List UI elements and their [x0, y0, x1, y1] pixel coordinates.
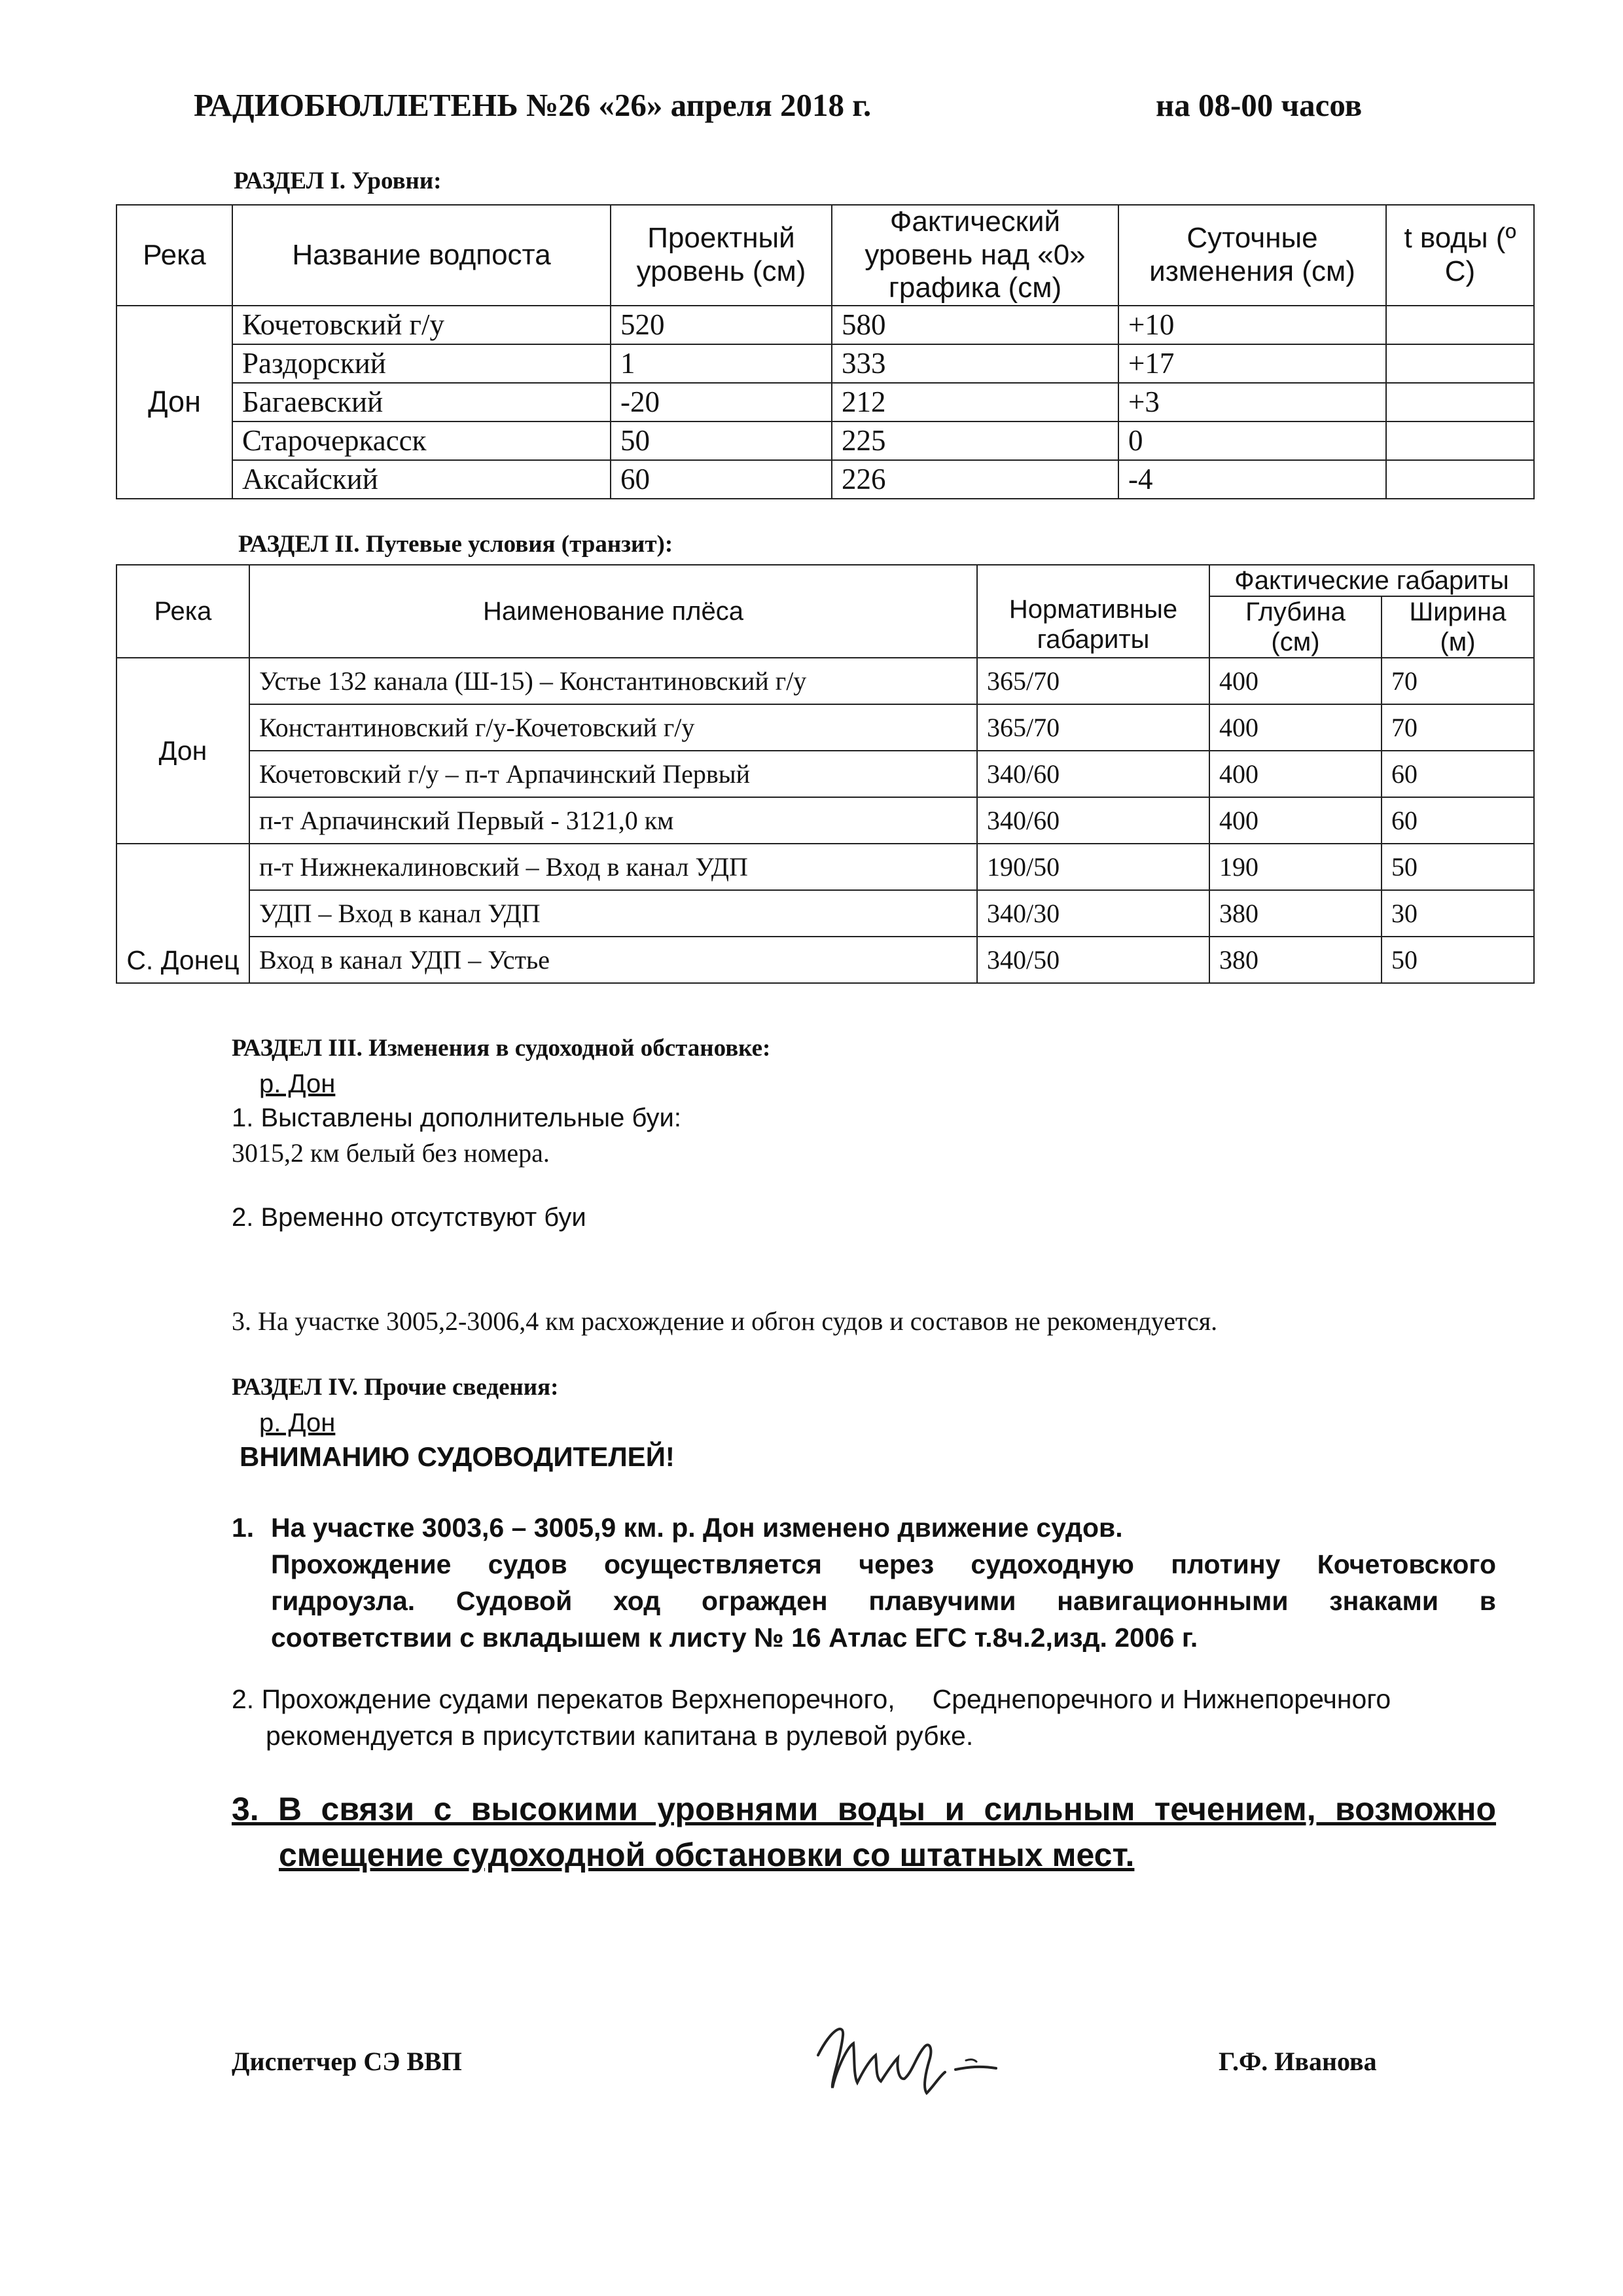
route-conditions-table: [116, 564, 1535, 984]
table-row: [116, 306, 1534, 344]
normative-dims: 340/50: [977, 937, 1209, 983]
daily-change: 0: [1118, 422, 1386, 460]
normative-dims: 340/60: [977, 751, 1209, 797]
water-temp: [1386, 306, 1534, 344]
levels-table: [116, 204, 1535, 499]
project-level: 50: [611, 422, 832, 460]
bulletin-title-text: РАДИОБЮЛЛЕТЕНЬ №26 «26» апреля 2018 г.: [194, 87, 872, 123]
col-normative-dims: Нормативные габариты: [977, 565, 1209, 658]
section4-item1-line1: На участке 3003,6 – 3005,9 км. р. Дон изменено движение судов.: [271, 1513, 1123, 1543]
project-level: 520: [611, 306, 832, 344]
post-name: Старочеркасск: [232, 422, 611, 460]
section4-item2-line1: 2. Прохождение судами перекатов Верхнепоречного, Среднепоречного и Нижнепоречного: [232, 1684, 1391, 1714]
width: 60: [1382, 751, 1534, 797]
depth: 190: [1209, 844, 1382, 890]
reach-name: п-т Арпачинский Первый - 3121,0 км: [249, 797, 977, 844]
col-actual-dims: Фактические габариты: [1209, 565, 1534, 596]
width: 70: [1382, 704, 1534, 751]
section3-item2: 2. Временно отсутствуют буи: [232, 1203, 586, 1232]
depth: 380: [1209, 937, 1382, 983]
depth: 380: [1209, 890, 1382, 937]
table-row: [116, 658, 1534, 704]
depth: 400: [1209, 658, 1382, 704]
post-name: Кочетовский г/у: [232, 306, 611, 344]
col-reach-name: Наименование плёса: [249, 565, 977, 658]
section4-item3-line1: 3. В связи с высокими уровнями воды и сильным течением, возможно: [232, 1791, 1496, 1827]
water-temp: [1386, 422, 1534, 460]
col-depth: Глубина (см): [1209, 596, 1382, 658]
post-name: Раздорский: [232, 344, 611, 383]
dispatcher-position: Диспетчер СЭ ВВП: [232, 2047, 462, 2076]
daily-change: +17: [1118, 344, 1386, 383]
table-row: [116, 751, 1534, 797]
section3-heading: РАЗДЕЛ III. Изменения в судоходной обстановке:: [232, 1035, 771, 1062]
table-row: [116, 890, 1534, 937]
depth: 400: [1209, 704, 1382, 751]
section3-river: р. Дон: [259, 1069, 336, 1098]
reach-name: Вход в канал УДП – Устье: [249, 937, 977, 983]
water-temp: [1386, 344, 1534, 383]
reach-name: Кочетовский г/у – п-т Арпачинский Первый: [249, 751, 977, 797]
river-name: Дон: [116, 306, 232, 499]
col-actual-level: Фактический уровень над «0» графика (см): [832, 205, 1118, 306]
col-water-temp: t воды (º С): [1386, 205, 1534, 306]
reach-name: Устье 132 канала (Ш-15) – Константиновский г/у: [249, 658, 977, 704]
daily-change: +10: [1118, 306, 1386, 344]
handwritten-signature: [805, 2009, 1021, 2108]
water-temp: [1386, 460, 1534, 499]
reach-name: УДП – Вход в канал УДП: [249, 890, 977, 937]
section4-item1-number: 1.: [232, 1513, 255, 1543]
project-level: 60: [611, 460, 832, 499]
col-post-name: Название водпоста: [232, 205, 611, 306]
actual-level: 333: [832, 344, 1118, 383]
normative-dims: 365/70: [977, 658, 1209, 704]
actual-level: 580: [832, 306, 1118, 344]
table-row: [116, 937, 1534, 983]
section4-heading: РАЗДЕЛ IV. Прочие сведения:: [232, 1374, 559, 1401]
table-row: [116, 844, 1534, 890]
section4-item1-line3: гидроузла. Судовой ход огражден плавучими навигационными знаками в: [271, 1586, 1496, 1616]
actual-level: 225: [832, 422, 1118, 460]
normative-dims: 340/60: [977, 797, 1209, 844]
attention-heading: ВНИМАНИЮ СУДОВОДИТЕЛЕЙ!: [240, 1441, 675, 1472]
section4-river: р. Дон: [259, 1408, 336, 1437]
reach-name: п-т Нижнекалиновский – Вход в канал УДП: [249, 844, 977, 890]
table-row: [116, 422, 1534, 460]
daily-change: -4: [1118, 460, 1386, 499]
bulletin-time: на 08-00 часов: [1156, 87, 1363, 123]
section4-item2-line2: рекомендуется в присутствии капитана в рулевой рубке.: [266, 1721, 974, 1751]
section4-item1-line2: Прохождение судов осуществляется через судоходную плотину Кочетовского: [271, 1549, 1496, 1579]
table-row: [116, 344, 1534, 383]
river-name: С. Донец: [116, 844, 249, 983]
width: 30: [1382, 890, 1534, 937]
section4-item1-line4: соответствии с вкладышем к листу № 16 Атлас ЕГС т.8ч.2,изд. 2006 г.: [271, 1623, 1198, 1653]
actual-level: 212: [832, 383, 1118, 422]
table-row: [116, 383, 1534, 422]
signature-graphic: [805, 2009, 1021, 2108]
bulletin-title: [194, 79, 1437, 137]
depth: 400: [1209, 751, 1382, 797]
normative-dims: 190/50: [977, 844, 1209, 890]
section3-item1-detail: 3015,2 км белый без номера.: [232, 1138, 550, 1168]
col-width: Ширина (м): [1382, 596, 1534, 658]
width: 60: [1382, 797, 1534, 844]
route-table-header: [116, 565, 1534, 596]
col-project-level: Проектный уровень (см): [611, 205, 832, 306]
normative-dims: 365/70: [977, 704, 1209, 751]
post-name: Багаевский: [232, 383, 611, 422]
width: 50: [1382, 937, 1534, 983]
section4-item3-line2: смещение судоходной обстановки со штатных мест.: [279, 1837, 1135, 1873]
project-level: -20: [611, 383, 832, 422]
post-name: Аксайский: [232, 460, 611, 499]
table-row: [116, 460, 1534, 499]
water-temp: [1386, 383, 1534, 422]
table-row: [116, 797, 1534, 844]
river-name: Дон: [116, 658, 249, 844]
col-river: Река: [116, 205, 232, 306]
col-river: Река: [116, 565, 249, 658]
dispatcher-name: Г.Ф. Иванова: [1219, 2047, 1377, 2076]
levels-table-header: [116, 205, 1534, 306]
section1-heading: РАЗДЕЛ I. Уровни:: [234, 168, 442, 194]
daily-change: +3: [1118, 383, 1386, 422]
reach-name: Константиновский г/у-Кочетовский г/у: [249, 704, 977, 751]
table-row: [116, 704, 1534, 751]
section3-item1: 1. Выставлены дополнительные буи:: [232, 1103, 681, 1132]
col-daily-change: Суточные изменения (см): [1118, 205, 1386, 306]
normative-dims: 340/30: [977, 890, 1209, 937]
project-level: 1: [611, 344, 832, 383]
depth: 400: [1209, 797, 1382, 844]
actual-level: 226: [832, 460, 1118, 499]
section3-item3: 3. На участке 3005,2-3006,4 км расхождение и обгон судов и составов не рекомендуется.: [232, 1306, 1218, 1336]
width: 70: [1382, 658, 1534, 704]
section2-heading: РАЗДЕЛ II. Путевые условия (транзит):: [238, 531, 673, 558]
width: 50: [1382, 844, 1534, 890]
